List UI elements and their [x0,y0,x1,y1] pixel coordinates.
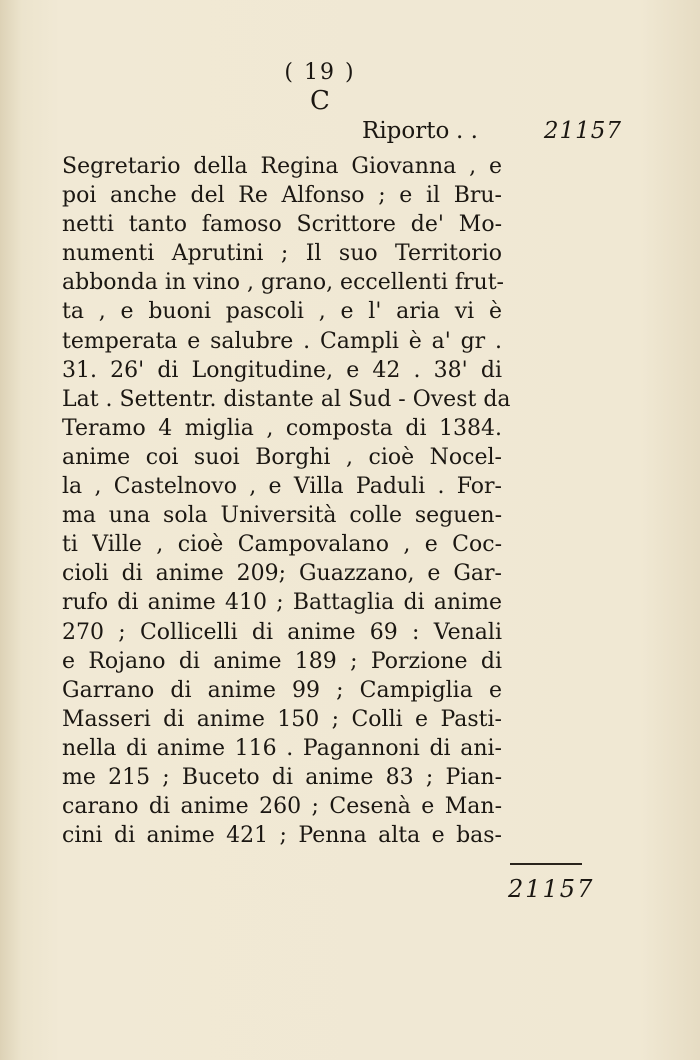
text-line: Masseri di anime 150 ; Colli e Pasti- [62,706,502,732]
text-line: la , Castelnovo , e Villa Paduli . For- [62,474,502,500]
carry-forward-value: 21157 [543,118,622,144]
text-line: rufo di anime 410 ; Battaglia di anime [62,590,502,616]
text-line: poi anche del Re Alfonso ; e il Bru- [62,183,502,209]
carry-forward-footer: 21157 [508,875,595,903]
carry-forward-label: Riporto [362,118,450,144]
text-line: 31. 26' di Longitudine, e 42 . 38' di [62,357,502,383]
text-line: netti tanto famoso Scrittore de' Mo- [62,212,502,238]
text-line: numenti Aprutini ; Il suo Territorio [62,241,502,267]
text-line: Lat . Settentr. distante al Sud - Ovest da [62,386,511,412]
body-text [62,152,511,850]
text-line: temperata e salubre . Campli è a' gr . [62,328,502,354]
text-line: me 215 ; Buceto di anime 83 ; Pian- [62,764,502,790]
text-line: 270 ; Collicelli di anime 69 : Venali [62,619,502,645]
text-line: cini di anime 421 ; Penna alta e bas- [62,823,502,849]
text-line: abbonda in vino , grano, eccellenti frut- [62,270,504,296]
text-line: ta , e buoni pascoli , e l' aria vi è [62,299,502,325]
text-line: anime coi suoi Borghi , cioè Nocel- [62,444,502,470]
signature-mark: C [310,86,330,116]
text-line: carano di anime 260 ; Cesenà e Man- [62,794,502,820]
text-line: Segretario della Regina Giovanna , e [62,154,502,179]
carry-forward-dots: . . [456,118,478,144]
text-line: Teramo 4 miglia , composta di 1384. [62,415,502,441]
sum-rule [510,863,582,865]
text-line: nella di anime 116 . Pagannoni di ani- [62,735,502,761]
text-line: ti Ville , cioè Campovalano , e Coc- [62,532,502,558]
text-line: e Rojano di anime 189 ; Porzione di [62,648,502,674]
page-number: ( 19 ) [284,60,356,85]
text-line: ma una sola Università colle seguen- [62,503,502,529]
text-line: Garrano di anime 99 ; Campiglia e [62,677,502,703]
text-line: cioli di anime 209; Guazzano, e Gar- [62,561,502,587]
